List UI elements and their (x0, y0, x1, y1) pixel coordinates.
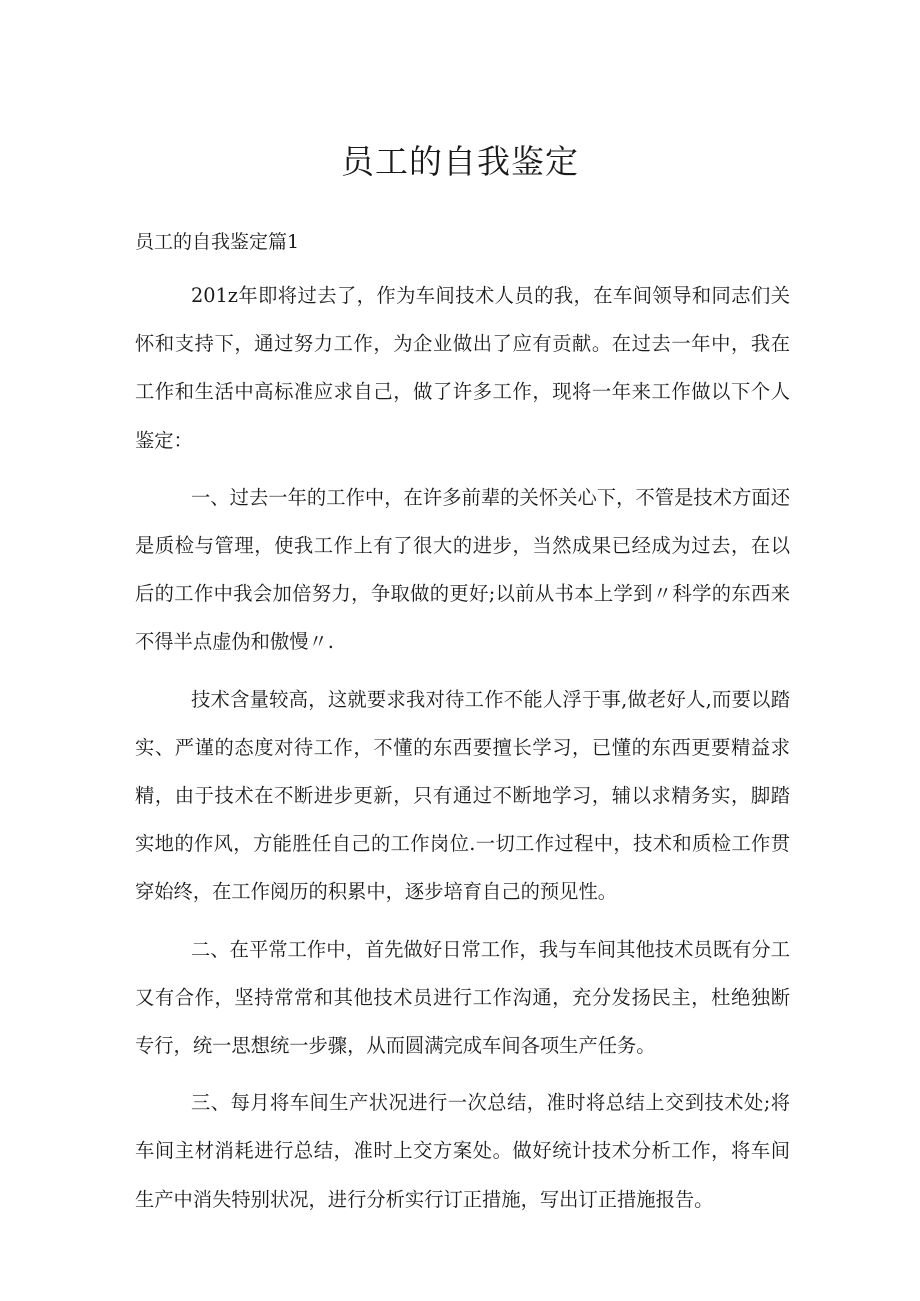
paragraph-two: 二、在平常工作中，首先做好日常工作，我与车间其他技术员既有分工又有合作，坚持常常和其他技术员进行工作沟通，充分发扬民主，杜绝独断专行，统一思想统一步骤，从而圆满完成车间各项生产任务。 (135, 937, 790, 1058)
document-body (135, 272, 790, 1233)
paragraph-intro: 201z年即将过去了，作为车间技术人员的我，在车间领导和同志们关怀和支持下，通过努力工作，为企业做出了应有贡献。在过去一年中，我在工作和生活中高标准应求自己，做了许多工作，现将一年来工作做以下个人鉴定： (135, 284, 790, 452)
paragraph-tech: 技术含量较高，这就要求我对待工作不能人浮于事,做老好人,而要以踏实、严谨的态度对待工作，不懂的东西要擅长学习，已懂的东西更要精益求精，由于技术在不断进步更新，只有通过不断地学习，辅以求精务实，脚踏实地的作风，方能胜任自己的工作岗位.一切工作过程中，技术和质检工作贯穿始终，在工作阅历的积累中，逐步培育自己的预见性。 (135, 687, 790, 904)
paragraph-one: 一、过去一年的工作中，在许多前辈的关怀关心下，不管是技术方面还是质检与管理，使我工作上有了很大的进步，当然成果已经成为过去，在以后的工作中我会加倍努力，争取做的更好;以前从书本上学到〃科学的东西来不得半点虚伪和傲慢〃. (135, 485, 790, 654)
section-heading: 员工的自我鉴定篇1 (135, 231, 300, 253)
document-title: 员工的自我鉴定 (341, 142, 579, 181)
paragraph-three: 三、每月将车间生产状况进行一次总结，准时将总结上交到技术处;将车间主材消耗进行总结，准时上交方案处。做好统计技术分析工作，将车间生产中消失特别状况，进行分析实行订正措施，写出订正措施报告。 (135, 1091, 790, 1211)
